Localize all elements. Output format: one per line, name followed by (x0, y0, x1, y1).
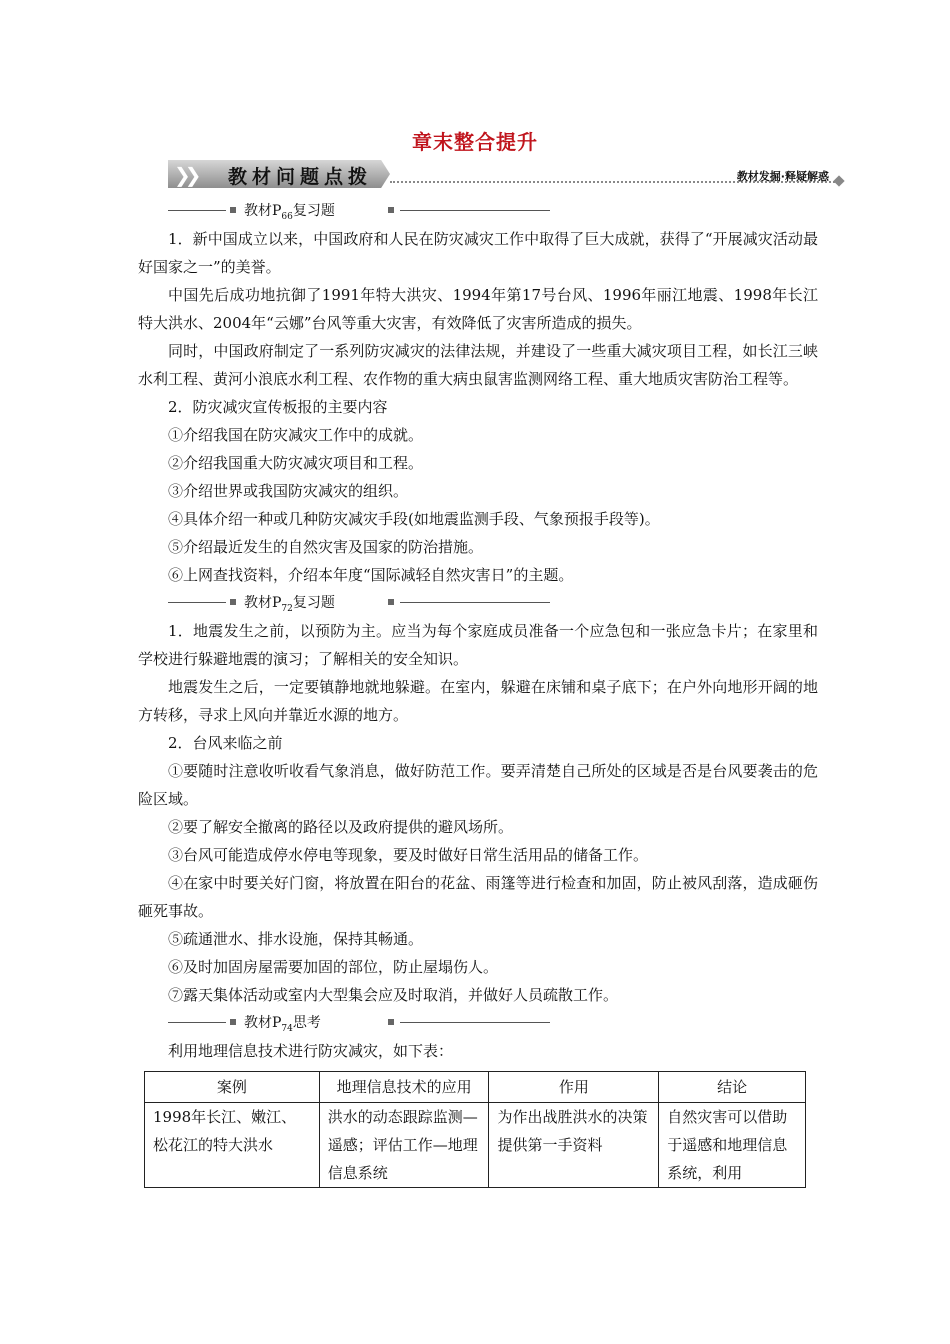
table-cell: 自然灾害可以借助于遥感和地理信息系统，利用 (659, 1103, 806, 1188)
paragraph: 1．地震发生之前，以预防为主。应当为每个家庭成员准备一个应急包和一张应急卡片；在家里和学校进行躲避地震的演习；了解相关的安全知识。 (138, 622, 818, 668)
list-item: ⑥上网查找资料，介绍本年度“国际减轻自然灾害日”的主题。 (168, 566, 574, 584)
section-banner (168, 160, 843, 190)
list-item: ②要了解安全撤离的路径以及政府提供的避风场所。 (168, 818, 514, 836)
table-row (145, 1103, 806, 1188)
list-item: ⑤介绍最近发生的自然灾害及国家的防治措施。 (168, 538, 484, 556)
paragraph: 2．防灾减灾宣传板报的主要内容 (168, 398, 388, 416)
section-header (168, 589, 558, 617)
double-chevron-right-icon: ❯❯ (174, 163, 196, 187)
column-header: 案例 (145, 1072, 320, 1103)
page-title: 章末整合提升 (412, 130, 538, 154)
section-header (168, 1009, 558, 1037)
paragraph: 1．新中国成立以来，中国政府和人民在防灾减灾工作中取得了巨大成就，获得了“开展减灾活动最好国家之一”的美誉。 (138, 230, 818, 276)
table-header-row (145, 1072, 806, 1103)
column-header: 地理信息技术的应用 (319, 1072, 489, 1103)
list-item: ①要随时注意收听收看气象消息，做好防范工作。要弄清楚自己所处的区域是否是台风要袭击的危险区域。 (138, 762, 818, 808)
list-item: ①介绍我国在防灾减灾工作中的成就。 (168, 426, 424, 444)
list-item: ⑥及时加固房屋需要加固的部位，防止屋塌伤人。 (168, 958, 499, 976)
section-header-text: 教材$P_{72}$复习题 (244, 595, 335, 614)
list-item: ③台风可能造成停水停电等现象，要及时做好日常生活用品的储备工作。 (168, 846, 649, 864)
section-header (168, 197, 558, 225)
column-header: 作用 (489, 1072, 659, 1103)
paragraph: 同时，中国政府制定了一系列防灾减灾的法律法规，并建设了一些重大减灾项目工程，如长江三峡水利工程、黄河小浪底水利工程、农作物的重大病虫鼠害监测网络工程、重大地质灾害防治工程等。 (138, 342, 818, 388)
paragraph: 2．台风来临之前 (168, 734, 283, 752)
list-item: ⑦露天集体活动或室内大型集会应及时取消，并做好人员疏散工作。 (168, 986, 619, 1004)
list-item: ③介绍世界或我国防灾减灾的组织。 (168, 482, 409, 500)
paragraph: 中国先后成功地抗御了1991年特大洪灾、1994年第17号台风、1996年丽江地震、1998年长江特大洪水、2004年“云娜”台风等重大灾害，有效降低了灾害所造成的损失。 (138, 286, 818, 332)
paragraph: 地震发生之后，一定要镇静地就地躲避。在室内，躲避在床铺和桌子底下；在户外向地形开阔的地方转移，寻求上风向并靠近水源的地方。 (138, 678, 818, 724)
list-item: ④在家中时要关好门窗，将放置在阳台的花盆、雨篷等进行检查和加固，防止被风刮落，造成砸伤砸死事故。 (138, 874, 818, 920)
diamond-icon (833, 175, 844, 186)
data-table (144, 1071, 806, 1188)
table-cell: 洪水的动态跟踪监测—遥感；评估工作—地理信息系统 (319, 1103, 489, 1188)
list-item: ④具体介绍一种或几种防灾减灾手段(如地震监测手段、气象预报手段等)。 (168, 510, 660, 528)
section-header-text: 教材$P_{74}$思考 (244, 1015, 321, 1034)
column-header: 结论 (659, 1072, 806, 1103)
table-cell: 1998年长江、嫩江、松花江的特大洪水 (145, 1103, 320, 1188)
table-cell: 为作出战胜洪水的决策提供第一手资料 (489, 1103, 659, 1188)
banner-label: 教材问题点拨 (228, 166, 373, 188)
content (138, 197, 818, 1188)
banner-right-label: 教材发掘·释疑解惑 (736, 170, 829, 183)
list-item: ⑤疏通泄水、排水设施，保持其畅通。 (168, 930, 424, 948)
list-item: ②介绍我国重大防灾减灾项目和工程。 (168, 454, 424, 472)
section-header-text: 教材$P_{66}$复习题 (244, 203, 335, 222)
paragraph: 利用地理信息技术进行防灾减灾，如下表： (168, 1042, 454, 1060)
